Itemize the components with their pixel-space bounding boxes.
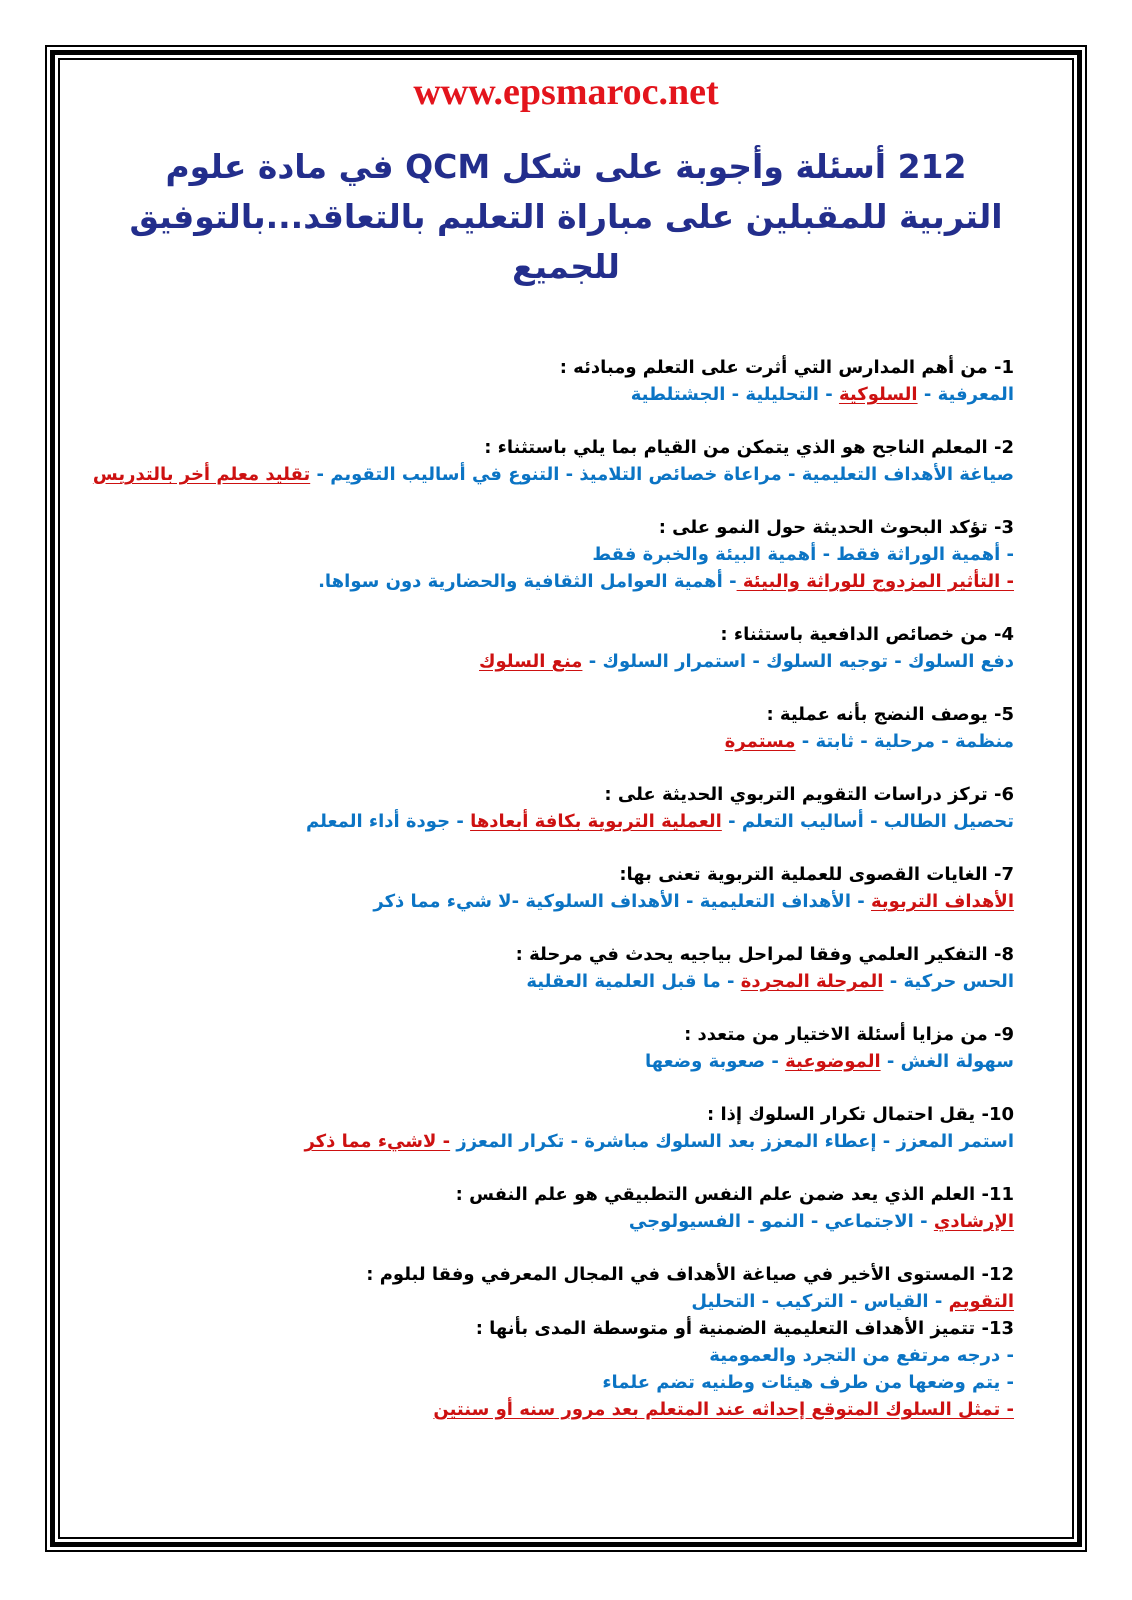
- document-title: [62, 142, 1070, 292]
- answer-line: [76, 888, 1014, 915]
- answer-line: [76, 381, 1014, 408]
- answer-line: [76, 1342, 1014, 1369]
- answer-option: - درجه مرتفع من التجرد والعمومية: [709, 1345, 1014, 1366]
- question-block: [76, 1101, 1014, 1155]
- correct-answer: - لاشيء مما ذكر: [304, 1131, 451, 1152]
- question-text: 9- من مزايا أسئلة الاختيار من متعدد :: [684, 1024, 1014, 1045]
- answer-option: استمر المعزز - إعطاء المعزز بعد السلوك مباشرة - تكرار المعزز: [450, 1131, 1014, 1152]
- answer-line: [76, 808, 1014, 835]
- answer-option: منظمة - مرحلية - ثابتة -: [795, 731, 1014, 752]
- question-text: 3- تؤكد البحوث الحديثة حول النمو على :: [658, 517, 1014, 538]
- correct-answer: الأهداف التربوية: [871, 891, 1014, 912]
- question-text: 7- الغايات القصوى للعملية التربوية تعنى بها:: [619, 864, 1014, 885]
- answer-line: [76, 1208, 1014, 1235]
- question-text: 5- يوصف النضج بأنه عملية :: [766, 704, 1014, 725]
- correct-answer: المرحلة المجردة: [740, 971, 884, 992]
- question-block: [76, 621, 1014, 675]
- correct-answer: - تمثل السلوك المتوقع إحداثه عند المتعلم بعد مرور سنه أو سنتين: [433, 1399, 1014, 1420]
- question-text: 10- يقل احتمال تكرار السلوك إذا :: [707, 1104, 1014, 1125]
- question-text: 8- التفكير العلمي وفقا لمراحل بياجيه يحدث في مرحلة :: [515, 944, 1014, 965]
- answer-option: - يتم وضعها من طرف هيئات وطنيه تضم علماء: [602, 1372, 1014, 1393]
- question-text: 1- من أهم المدارس التي أثرت على التعلم ومبادئه :: [559, 357, 1014, 378]
- title-line: التربية للمقبلين على مباراة التعليم بالتعاقد...بالتوفيق: [129, 197, 1003, 236]
- question-block: [76, 514, 1014, 595]
- page-content: [62, 62, 1070, 1538]
- answer-option: - الاجتماعي - النمو - الفسيولوجي: [628, 1211, 934, 1232]
- question-block: [76, 781, 1014, 835]
- answer-line: [76, 541, 1014, 568]
- title-line: 212 أسئلة وأجوبة على شكل QCM في مادة علوم: [165, 147, 967, 186]
- answer-line: [76, 1128, 1014, 1155]
- correct-answer: - التأثير المزدوج للوراثة والبيئة: [736, 571, 1014, 592]
- correct-answer: تقليد معلم أخر بالتدريس: [92, 464, 311, 485]
- answer-line: [76, 1396, 1014, 1423]
- correct-answer: السلوكية: [838, 384, 918, 405]
- question-block: [76, 354, 1014, 408]
- title-line: للجميع: [512, 247, 620, 286]
- answer-line: [76, 728, 1014, 755]
- answer-option: الحس حركية -: [883, 971, 1014, 992]
- correct-answer: منع السلوك: [479, 651, 583, 672]
- correct-answer: التقويم: [948, 1291, 1014, 1312]
- answer-line: [76, 968, 1014, 995]
- answer-option: - التحليلية - الجشتلطية: [630, 384, 839, 405]
- answer-option: - صعوبة وضعها: [644, 1051, 786, 1072]
- question-text: 11- العلم الذي يعد ضمن علم النفس التطبيقي هو علم النفس :: [455, 1184, 1014, 1205]
- answer-option: المعرفية -: [917, 384, 1014, 405]
- answer-line: [76, 568, 1014, 595]
- question-block: [76, 1021, 1014, 1075]
- answer-line: [76, 1048, 1014, 1075]
- answer-line: [76, 1369, 1014, 1396]
- question-block: [76, 434, 1014, 488]
- answer-option: - القياس - التركيب - التحليل: [691, 1291, 949, 1312]
- question-text: 12- المستوى الأخير في صياغة الأهداف في المجال المعرفي وفقا لبلوم :: [366, 1264, 1014, 1285]
- answer-option: سهولة الغش -: [880, 1051, 1014, 1072]
- question-block: [76, 701, 1014, 755]
- answer-line: [76, 461, 1014, 488]
- answer-option: - أهمية العوامل الثقافية والحضارية دون سواها.: [318, 571, 737, 592]
- question-text: 6- تركز دراسات التقويم التربوي الحديثة على :: [604, 784, 1014, 805]
- question-block: [76, 861, 1014, 915]
- answer-option: - الأهداف التعليمية - الأهداف السلوكية -لا شيء مما ذكر: [373, 891, 871, 912]
- website-url: www.epsmaroc.net: [413, 71, 719, 113]
- question-block: [76, 1181, 1014, 1235]
- correct-answer: الإرشادي: [933, 1211, 1014, 1232]
- questions-list: [62, 354, 1070, 1423]
- question-block: [76, 941, 1014, 995]
- correct-answer: الموضوعية: [785, 1051, 881, 1072]
- answer-option: دفع السلوك - توجيه السلوك - استمرار السلوك -: [582, 651, 1014, 672]
- question-text: 2- المعلم الناجح هو الذي يتمكن من القيام بما يلي باستثناء :: [484, 437, 1014, 458]
- answer-option: صياغة الأهداف التعليمية - مراعاة خصائص التلاميذ - التنوع في أساليب التقويم -: [310, 464, 1014, 485]
- answer-line: [76, 648, 1014, 675]
- answer-option: - أهمية الوراثة فقط - أهمية البيئة والخبرة فقط: [592, 544, 1014, 565]
- answer-line: [76, 1288, 1014, 1315]
- correct-answer: مستمرة: [724, 731, 796, 752]
- question-block: [76, 1315, 1014, 1423]
- answer-option: - ما قبل العلمية العقلية: [526, 971, 741, 992]
- question-block: [76, 1261, 1014, 1315]
- answer-option: تحصيل الطالب - أساليب التعلم -: [721, 811, 1014, 832]
- question-text: 13- تتميز الأهداف التعليمية الضمنية أو متوسطة المدى بأنها :: [475, 1318, 1014, 1339]
- answer-option: - جودة أداء المعلم: [306, 811, 471, 832]
- question-text: 4- من خصائص الدافعية باستثناء :: [720, 624, 1014, 645]
- correct-answer: العملية التربوية بكافة أبعادها: [470, 811, 722, 832]
